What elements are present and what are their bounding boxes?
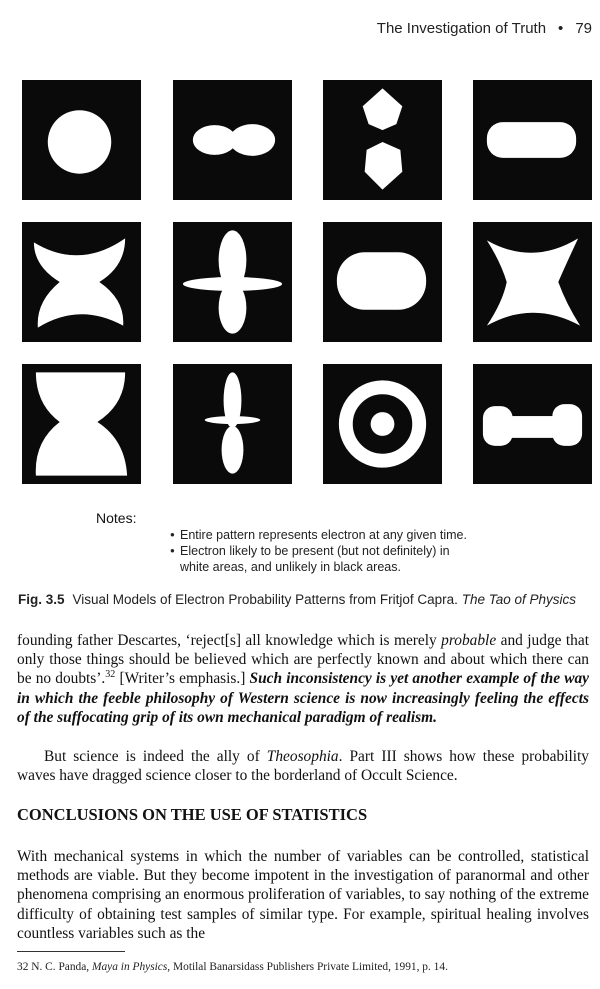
footnote-prefix: 32 N. C. Panda,	[17, 961, 92, 973]
pattern-tile-9	[22, 364, 141, 484]
pattern-tile-2	[173, 80, 292, 200]
pattern-tile-8	[473, 222, 592, 342]
footnote-ref: 32	[105, 669, 116, 681]
pattern-tile-6	[173, 222, 292, 342]
electron-pattern-grid	[22, 80, 598, 486]
note-item-continuation: white areas, and unlikely in black areas.	[180, 560, 401, 574]
notes-list	[170, 527, 467, 575]
text-run: . Part III shows how these probability waves have dragged science closer to the borderland of Occult Science.	[17, 748, 589, 785]
running-header	[377, 20, 592, 37]
notes-label: Notes:	[96, 510, 137, 526]
italic-run: probable	[441, 632, 497, 649]
figure-caption	[18, 592, 576, 607]
pattern-tile-12	[473, 364, 592, 484]
footnote-book-title: Maya in Physics	[92, 961, 168, 973]
footnote-rest: , Motilal Banarsidass Publishers Private Limited, 1991, p. 14.	[167, 961, 448, 973]
pattern-tile-5	[22, 222, 141, 342]
figure-number: Fig. 3.5	[18, 592, 65, 607]
text-run: But science is indeed the ally of	[44, 748, 267, 765]
italic-run: Theosophia	[266, 748, 339, 765]
caption-text: Visual Models of Electron Probability Patterns from Fritjof Capra.	[72, 592, 458, 607]
emphasis-run: Such inconsistency is yet another example of the way in which the feeble philosophy of Western science is now increasingly feeling the effects of the suffocating grip of its own mechanical paradigm of realism.	[17, 670, 589, 726]
text-run: founding father Descartes, ‘reject[s] all knowledge which is merely	[17, 632, 442, 649]
pattern-tile-4	[473, 80, 592, 200]
note-item: ● Entire pattern represents electron at any given time.	[170, 527, 467, 543]
pattern-tile-11	[323, 364, 442, 484]
footnote-32	[17, 961, 448, 973]
caption-book-title: The Tao of Physics	[461, 592, 577, 607]
paragraph-statistics: With mechanical systems in which the number of variables can be controlled, statistical methods are viable. But they become impotent in the investigation of paranormal and other phenomena comprising an enormous proliferation of variables, to say nothing of the extreme difficulty of obtaining test samples of similar type. For example, spiritual healing involves countless variables such as the	[17, 848, 589, 942]
pattern-tile-3	[323, 80, 442, 200]
running-title: The Investigation of Truth	[376, 20, 547, 37]
section-heading: CONCLUSIONS ON THE USE OF STATISTICS	[17, 805, 368, 824]
pattern-tile-10	[173, 364, 292, 484]
header-separator: •	[558, 20, 564, 37]
note-item: ● Electron likely to be present (but not definitely) in	[170, 543, 467, 559]
text-run: [Writer’s emphasis.]	[115, 670, 250, 688]
text-run: and judge that only those things should be believed which are perfectly known and about which there can be no doubts’.	[17, 632, 589, 688]
page-number: 79	[575, 20, 592, 37]
paragraph-theosophia	[17, 747, 589, 785]
footnote-rule	[17, 951, 125, 952]
pattern-tile-1	[22, 80, 141, 200]
pattern-tile-7	[323, 222, 442, 342]
paragraph-descartes	[17, 631, 589, 727]
